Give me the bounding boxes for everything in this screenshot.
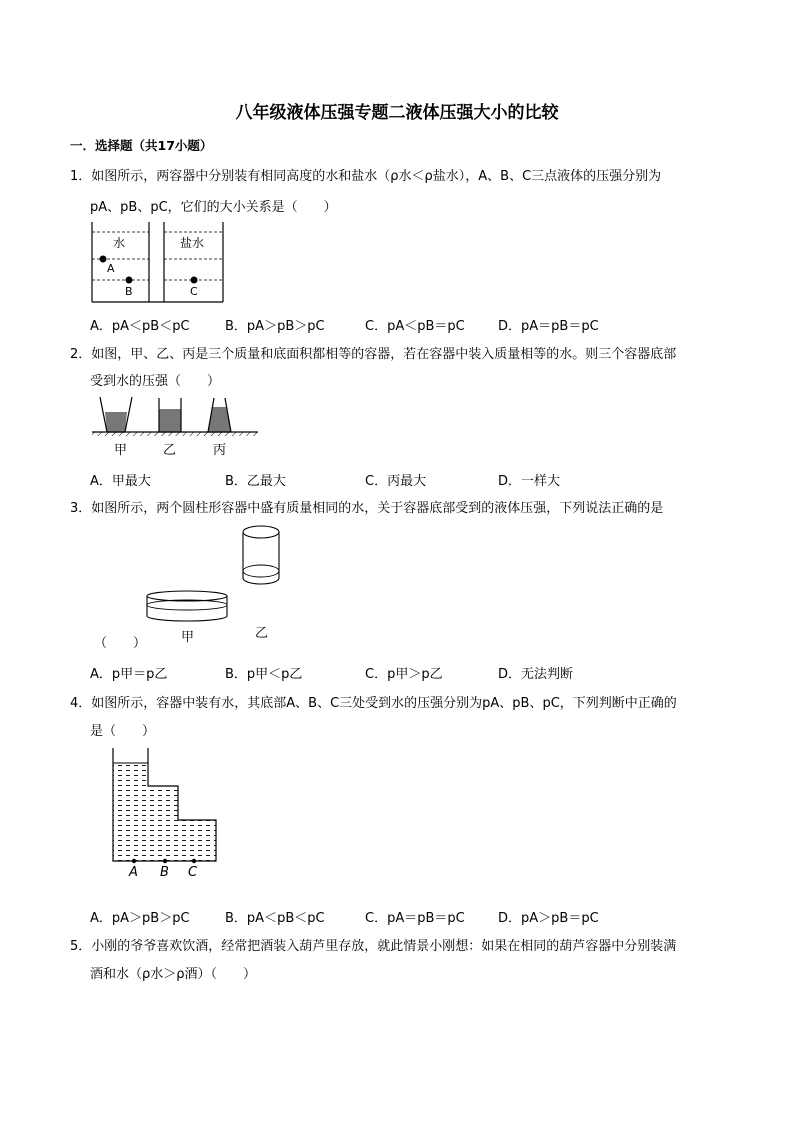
q3-stem-line1: 3．如图所示，两个圆柱形容器中盛有质量相同的水，关于容器底部受到的液体压强，下列说法正确的是 (70, 501, 664, 516)
q2-stem-line2: 受到水的压强（ ） (90, 374, 221, 389)
q1-point-c-dot (191, 277, 198, 284)
q1-point-b-dot (126, 277, 133, 284)
q1-point-a-dot (100, 256, 107, 263)
q1-figure-containers (92, 222, 224, 304)
q1-label-b: B (125, 285, 133, 298)
q4-option-b: B．pA＜pB＜pC (225, 911, 325, 926)
q2-option-d: D．一样大 (498, 474, 561, 489)
q2-label-yi: 乙 (163, 443, 177, 458)
q3-option-d: D．无法判断 (498, 667, 574, 682)
q4-stem-line1: 4．如图所示，容器中装有水，其底部A、B、C三处受到水的压强分别为pA、pB、pC，下列判断中正确的 (70, 696, 677, 711)
q4-label-c: C (188, 865, 198, 880)
q1-option-d: D．pA＝pB＝pC (498, 319, 599, 334)
q2-label-bing: 丙 (213, 443, 227, 458)
q2-figure-containers (92, 392, 260, 462)
q5-stem-line1: 5．小刚的爷爷喜欢饮酒，经常把酒装入葫芦里存放，就此情景小刚想：如果在相同的葫芦容器中分别装满 (70, 939, 677, 954)
q1-label-a: A (107, 262, 115, 275)
q5-stem-line2: 酒和水（ρ水＞ρ酒）（ ） (90, 967, 257, 982)
q1-option-c: C．pA＜pB＝pC (365, 319, 465, 334)
q2-option-a: A．甲最大 (90, 474, 151, 489)
q2-label-jia: 甲 (114, 443, 128, 458)
q1-option-b: B．pA＞pB＞pC (225, 319, 325, 334)
q4-option-d: D．pA＞pB＝pC (498, 911, 599, 926)
q3-option-c: C．p甲＞p乙 (365, 667, 443, 682)
q3-option-b: B．p甲＜p乙 (225, 667, 303, 682)
q1-stem-line2: pA、pB、pC，它们的大小关系是（ ） (90, 200, 337, 215)
q4-figure-stepped-container (110, 748, 222, 883)
q3-label-yi: 乙 (255, 626, 269, 641)
q2-option-c: C．丙最大 (365, 474, 427, 489)
q3-figure-cylinders (145, 523, 285, 648)
q3-label-jia: 甲 (181, 630, 195, 645)
q4-point-b-dot (163, 859, 167, 863)
q1-label-c: C (190, 285, 198, 298)
q1-stem-line1: 1．如图所示，两容器中分别装有相同高度的水和盐水（ρ水＜ρ盐水），A、B、C三点液体的压强分别为 (70, 169, 662, 184)
q1-option-a: A．pA＜pB＜pC (90, 319, 190, 334)
q2-stem-line1: 2．如图，甲、乙、丙是三个质量和底面积都相等的容器，若在容器中装入质量相等的水。则三个容器底部 (70, 347, 677, 362)
q1-label-saltwater: 盐水 (180, 236, 205, 250)
q4-label-b: B (160, 865, 169, 880)
q2-option-b: B．乙最大 (225, 474, 286, 489)
q4-stem-line2: 是（ ） (90, 724, 156, 739)
q4-label-a: A (129, 865, 138, 880)
q4-point-c-dot (192, 859, 196, 863)
page-title: 八年级液体压强专题二液体压强大小的比较 (235, 103, 559, 123)
q4-option-c: C．pA＝pB＝pC (365, 911, 465, 926)
q3-answer-paren: （ ） (94, 636, 147, 651)
q1-label-water: 水 (113, 236, 126, 250)
q3-option-a: A．p甲＝p乙 (90, 667, 168, 682)
q4-point-a-dot (132, 859, 136, 863)
q4-option-a: A．pA＞pB＞pC (90, 911, 190, 926)
section-heading: 一．选择题（共17小题） (70, 138, 213, 153)
